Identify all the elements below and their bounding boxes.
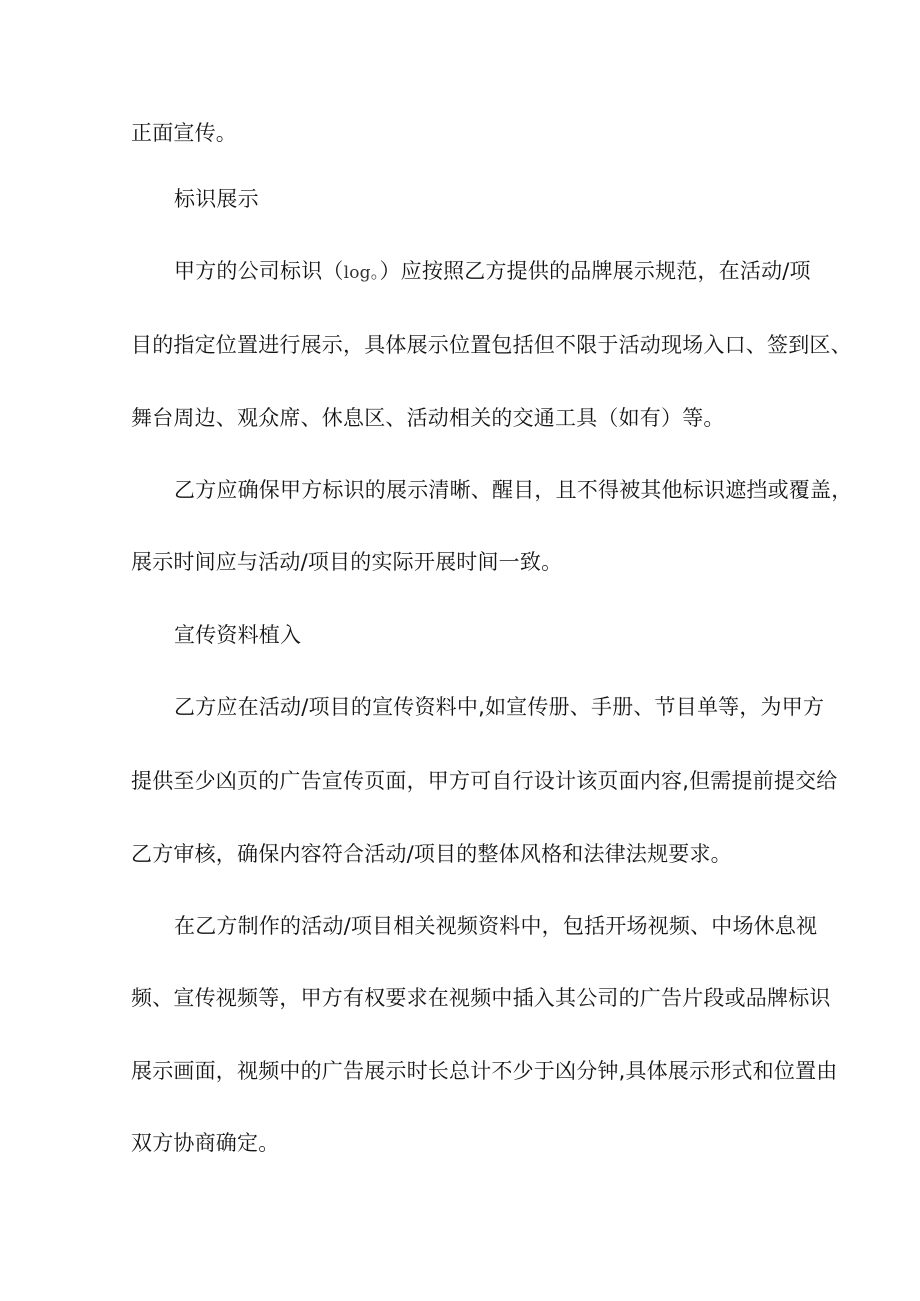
paragraph-line: 频、宣传视频等，甲方有权要求在视频中插入其公司的广告片段或品牌标识	[131, 986, 831, 1010]
paragraph-line	[174, 256, 811, 288]
paragraph-line: 乙方审核，确保内容符合活动/项目的整体风格和法律法规要求。	[131, 842, 732, 866]
paragraph-line: 舞台周边、观众席、休息区、活动相关的交通工具（如有）等。	[131, 406, 725, 430]
paragraph-line: 展示时间应与活动/项目的实际开展时间一致。	[131, 550, 563, 574]
paragraph-line: 乙方应在活动/项目的宣传资料中,如宣传册、手册、节目单等，为甲方	[174, 695, 825, 719]
logo-word: log。	[343, 263, 380, 283]
paragraph-text: 甲方的公司标识（	[174, 259, 344, 283]
paragraph-line: 在乙方制作的活动/项目相关视频资料中，包括开场视频、中场休息视	[174, 914, 818, 938]
paragraph-line: 提供至少凶页的广告宣传页面，甲方可自行设计该页面内容,但需提前提交给	[131, 769, 838, 793]
paragraph-line: 乙方应确保甲方标识的展示清晰、醒目，且不得被其他标识遮挡或覆盖，	[174, 478, 853, 502]
paragraph-line: 目的指定位置进行展示，具体展示位置包括但不限于活动现场入口、签到区、	[131, 333, 852, 357]
paragraph-line: 双方协商确定。	[131, 1131, 280, 1155]
section-heading-promo-materials: 宣传资料植入	[174, 623, 302, 647]
paragraph-text: ）应按照乙方提供的品牌展示规范，在活动/项	[379, 259, 811, 283]
paragraph-line: 展示画面，视频中的广告展示时长总计不少于凶分钟,具体展示形式和位置由	[131, 1059, 838, 1083]
section-heading-logo-display: 标识展示	[174, 187, 259, 211]
paragraph-line: 正面宣传。	[131, 121, 237, 145]
